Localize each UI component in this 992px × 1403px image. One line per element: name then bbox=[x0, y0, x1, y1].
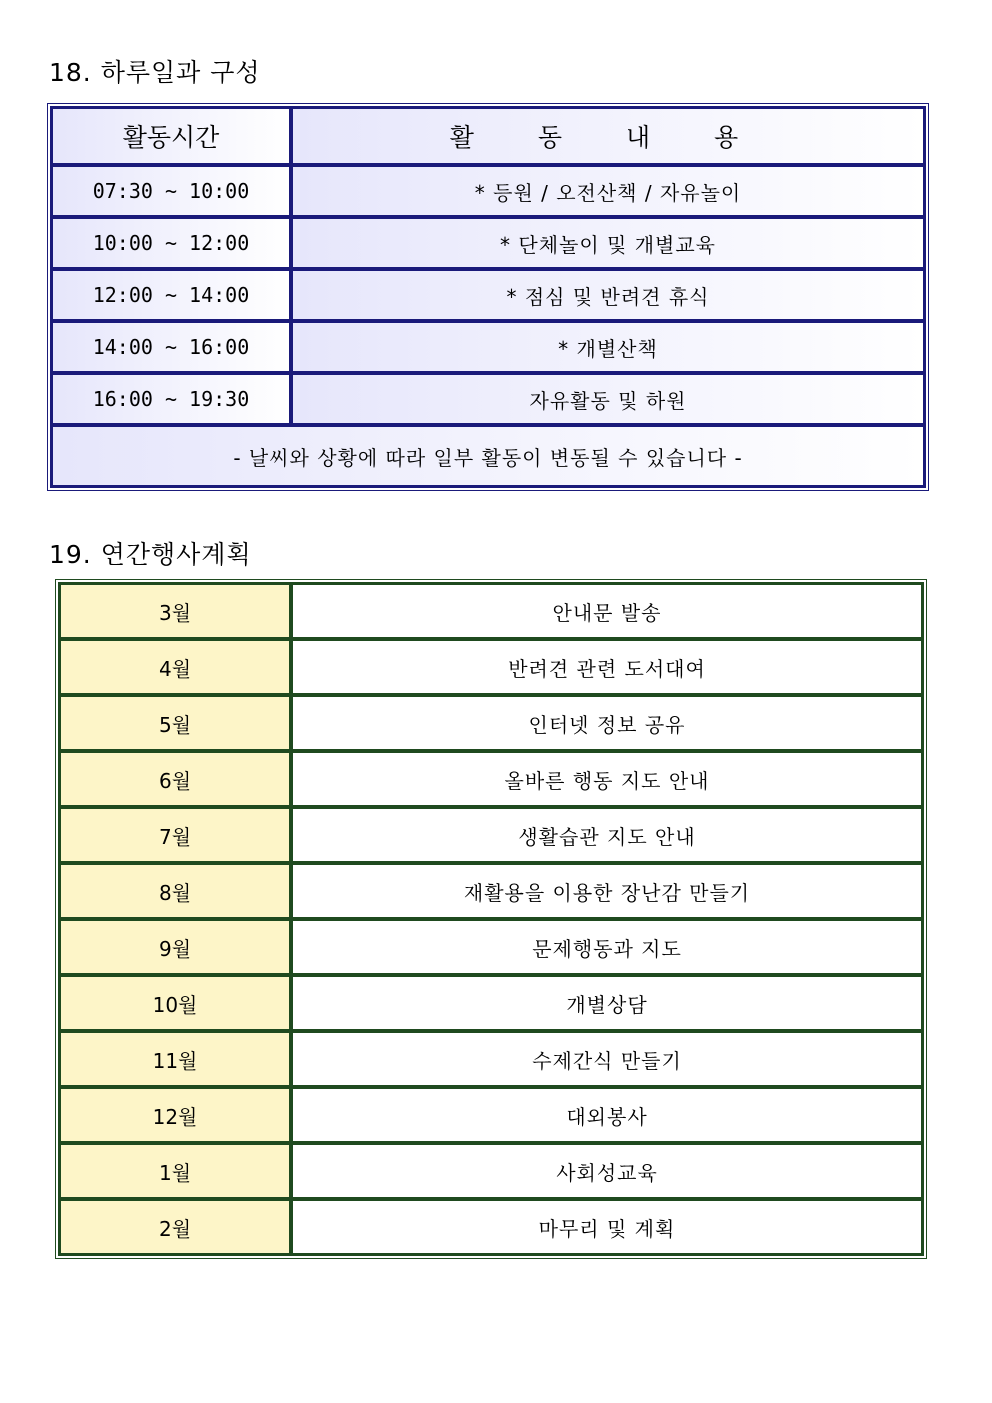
event-row bbox=[59, 1031, 923, 1087]
schedule-row bbox=[51, 321, 925, 373]
event-description: 올바른 행동 지도 안내 bbox=[291, 751, 923, 807]
event-month: 6월 bbox=[59, 751, 291, 807]
event-description: 재활용을 이용한 장난감 만들기 bbox=[291, 863, 923, 919]
schedule-time: 07:30 ~ 10:00 bbox=[51, 165, 291, 217]
schedule-row bbox=[51, 165, 925, 217]
event-description: 수제간식 만들기 bbox=[291, 1031, 923, 1087]
event-month: 9월 bbox=[59, 919, 291, 975]
schedule-activity: * 개별산책 bbox=[291, 321, 925, 373]
event-month: 4월 bbox=[59, 639, 291, 695]
schedule-activity: 자유활동 및 하원 bbox=[291, 373, 925, 425]
schedule-note: - 날씨와 상황에 따라 일부 활동이 변동될 수 있습니다 - bbox=[51, 425, 925, 487]
schedule-row bbox=[51, 217, 925, 269]
annual-events-table bbox=[55, 579, 927, 1259]
header-time: 활동시간 bbox=[51, 107, 291, 165]
event-row bbox=[59, 695, 923, 751]
event-description: 마무리 및 계획 bbox=[291, 1199, 923, 1255]
event-row bbox=[59, 639, 923, 695]
schedule-row bbox=[51, 373, 925, 425]
event-month: 12월 bbox=[59, 1087, 291, 1143]
event-row bbox=[59, 807, 923, 863]
event-row bbox=[59, 1087, 923, 1143]
event-row bbox=[59, 751, 923, 807]
event-description: 반려견 관련 도서대여 bbox=[291, 639, 923, 695]
event-description: 개별상담 bbox=[291, 975, 923, 1031]
schedule-note-row bbox=[51, 425, 925, 487]
event-description: 사회성교육 bbox=[291, 1143, 923, 1199]
event-month: 10월 bbox=[59, 975, 291, 1031]
event-row bbox=[59, 863, 923, 919]
event-month: 3월 bbox=[59, 583, 291, 639]
daily-schedule-table bbox=[47, 103, 929, 491]
event-row bbox=[59, 919, 923, 975]
schedule-activity: * 등원 / 오전산책 / 자유놀이 bbox=[291, 165, 925, 217]
event-description: 문제행동과 지도 bbox=[291, 919, 923, 975]
event-month: 8월 bbox=[59, 863, 291, 919]
schedule-time: 12:00 ~ 14:00 bbox=[51, 269, 291, 321]
event-description: 대외봉사 bbox=[291, 1087, 923, 1143]
schedule-time: 16:00 ~ 19:30 bbox=[51, 373, 291, 425]
event-description: 안내문 발송 bbox=[291, 583, 923, 639]
event-row bbox=[59, 975, 923, 1031]
section-18-title: 18. 하루일과 구성 bbox=[49, 58, 261, 87]
schedule-activity: * 점심 및 반려견 휴식 bbox=[291, 269, 925, 321]
event-month: 11월 bbox=[59, 1031, 291, 1087]
schedule-activity: * 단체놀이 및 개별교육 bbox=[291, 217, 925, 269]
schedule-time: 14:00 ~ 16:00 bbox=[51, 321, 291, 373]
event-month: 7월 bbox=[59, 807, 291, 863]
event-description: 생활습관 지도 안내 bbox=[291, 807, 923, 863]
section-19-title: 19. 연간행사계획 bbox=[49, 540, 252, 569]
event-month: 2월 bbox=[59, 1199, 291, 1255]
event-month: 5월 bbox=[59, 695, 291, 751]
event-month: 1월 bbox=[59, 1143, 291, 1199]
header-content: 활 동 내 용 bbox=[291, 107, 925, 165]
event-description: 인터넷 정보 공유 bbox=[291, 695, 923, 751]
schedule-time: 10:00 ~ 12:00 bbox=[51, 217, 291, 269]
schedule-header-row bbox=[51, 107, 925, 165]
event-row bbox=[59, 1143, 923, 1199]
event-row bbox=[59, 583, 923, 639]
event-row bbox=[59, 1199, 923, 1255]
schedule-row bbox=[51, 269, 925, 321]
